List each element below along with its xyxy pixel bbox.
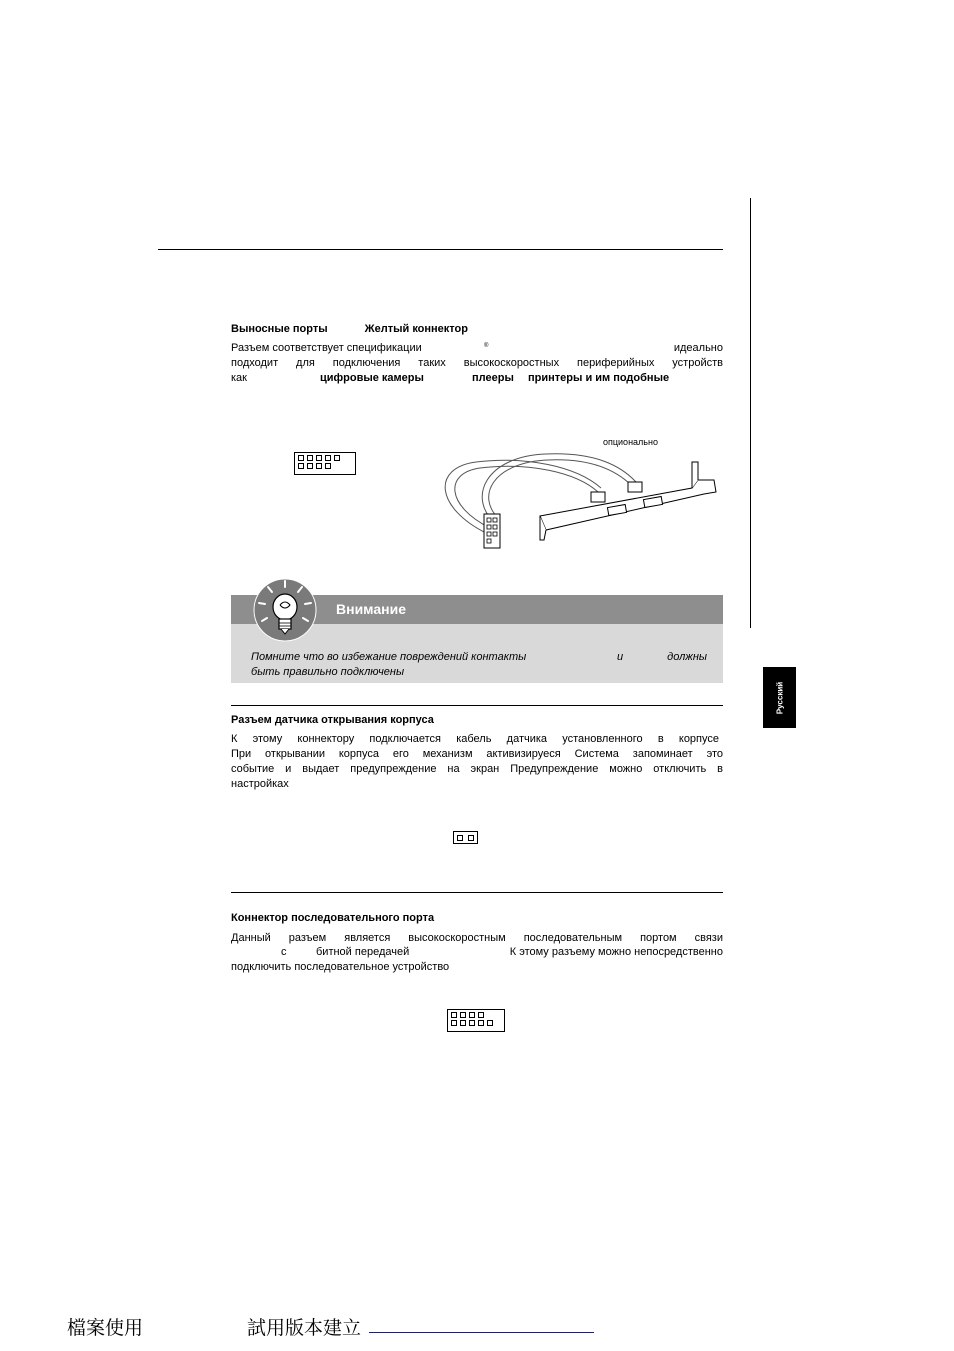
usb-line-3 (231, 371, 723, 386)
intrusion-pin-header (453, 831, 478, 844)
serial-line-2-a: с (281, 946, 287, 958)
intrusion-line-1: К этому коннектору подключается кабель датчика установленного в корпусе (231, 733, 719, 745)
language-tab-label: Русский (775, 681, 784, 714)
serial-line-1: Данный разъем является высокоскоростным последовательным портом связи (231, 932, 723, 944)
right-margin-rule (750, 198, 751, 628)
usb-line-1 (231, 341, 723, 356)
serial-line-2-c: К этому разъему можно непосредственно (509, 946, 723, 958)
footer-link-line[interactable] (369, 1332, 594, 1333)
intrusion-line-4: настройках (231, 778, 289, 790)
note-line-1 (251, 650, 707, 665)
usb-heading-left: Выносные порты (231, 323, 328, 335)
note-line-1-c: должны (667, 651, 707, 663)
intrusion-line-2: При открывании корпуса его механизм активизируеся Система запоминает это (231, 748, 723, 760)
usb-line-3-prefix: как (231, 372, 247, 384)
top-rule (158, 249, 723, 250)
lightbulb-icon (250, 575, 320, 645)
language-tab (763, 667, 796, 728)
usb-line-1-right: идеально (673, 342, 723, 354)
footer-left-text: 檔案使用 (67, 1317, 144, 1339)
note-line-1-b: и (617, 651, 624, 663)
registered-mark: ® (484, 343, 489, 349)
intrusion-heading: Разъем датчика открывания корпуса (231, 714, 434, 726)
note-title: Внимание (336, 601, 406, 617)
serial-pin-header (447, 1009, 505, 1032)
serial-rule (231, 892, 723, 893)
note-line-2: быть правильно подключены (251, 666, 405, 678)
usb-line-3-bold-2: плееры (472, 372, 514, 384)
usb-pin-header (294, 452, 356, 475)
footer-right-text: 試用版本建立 (247, 1317, 362, 1339)
serial-line-3: подключить последовательное устройство (231, 961, 450, 973)
optional-label: опционально (603, 437, 658, 447)
usb-heading-right: Желтый коннектор (364, 323, 468, 335)
usb-line-3-bold-3: принтеры и им подобные (528, 372, 670, 384)
usb-bracket-illustration (436, 448, 718, 550)
usb-line-1-left: Разъем соответствует спецификации (231, 342, 422, 354)
usb-line-2: подходит для подключения таких высокоскоростных периферийных устройств (231, 357, 723, 369)
serial-line-2-b: битной передачей (316, 946, 410, 958)
serial-heading: Коннектор последовательного порта (231, 912, 435, 924)
intrusion-rule (231, 705, 723, 706)
usb-heading (231, 323, 468, 335)
note-line-1-a: Помните что во избежание повреждений контакты (251, 651, 527, 663)
usb-line-3-bold-1: цифровые камеры (320, 372, 424, 384)
intrusion-line-3: событие и выдает предупреждение на экран Предупреждение можно отключить в (231, 763, 723, 775)
